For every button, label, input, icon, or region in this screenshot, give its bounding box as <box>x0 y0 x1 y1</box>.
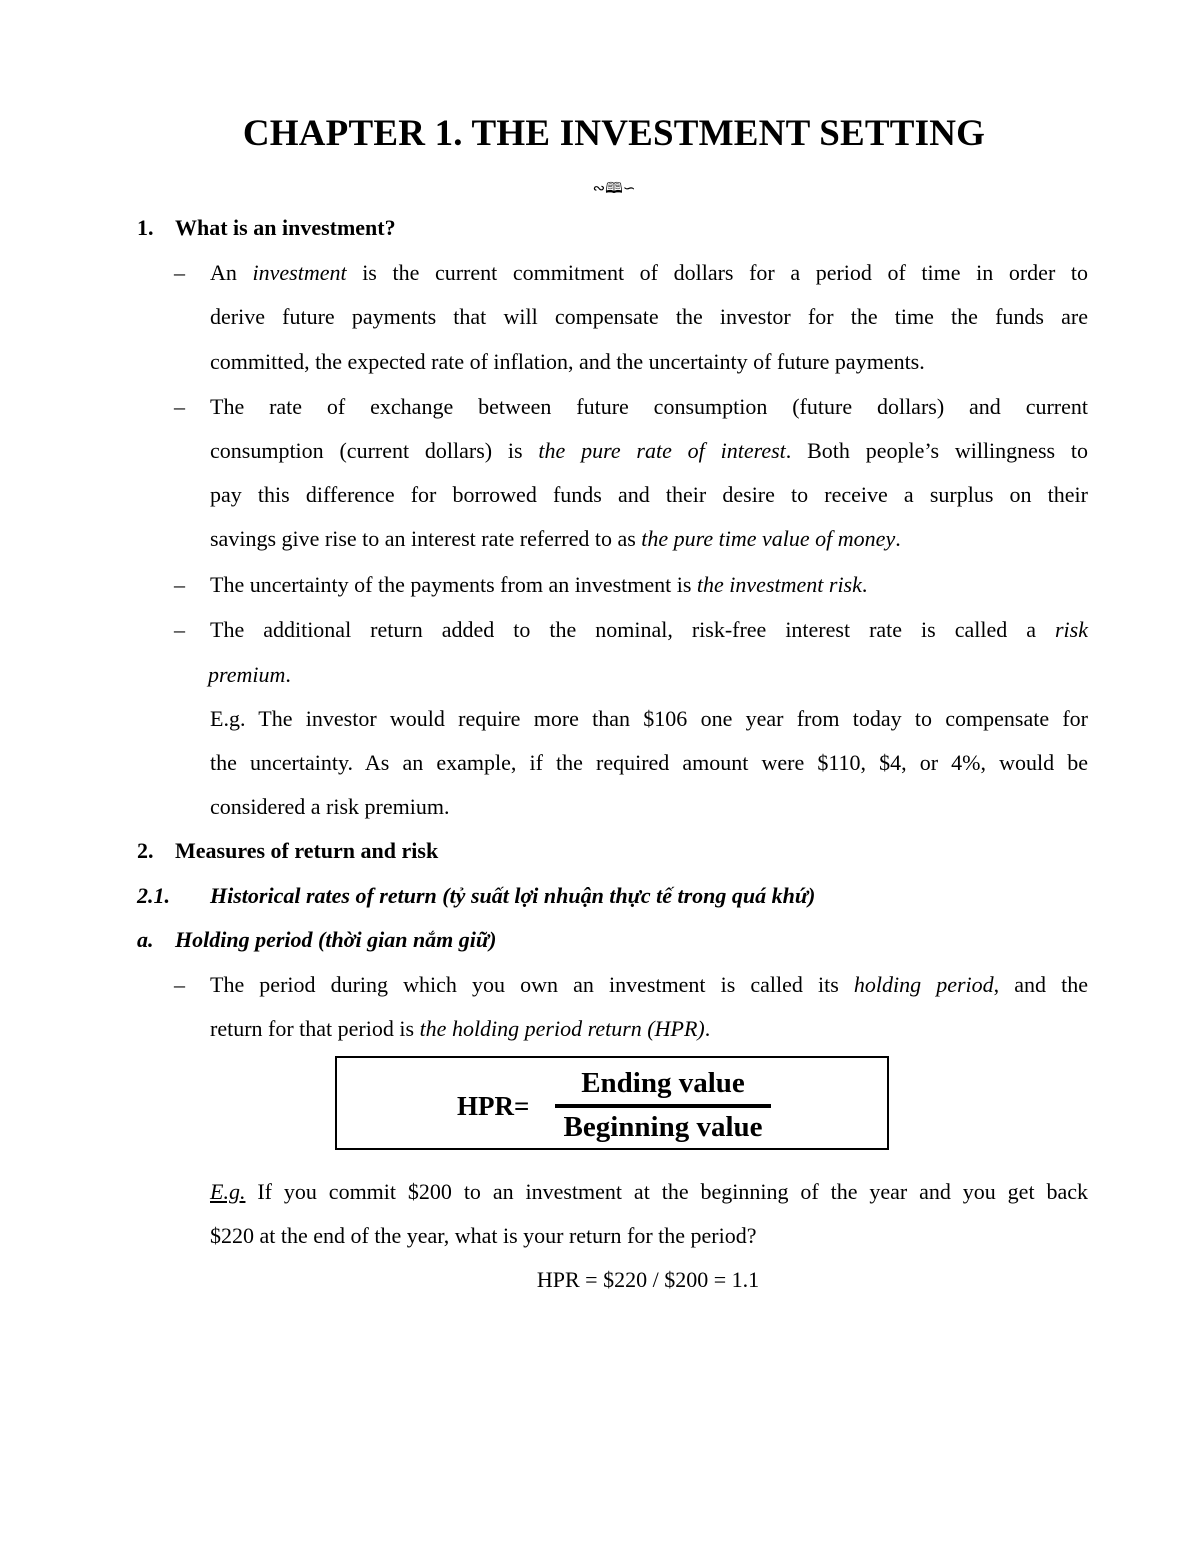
s1-b2-line-1: The rate of exchange between future consumption (future dollars) and current <box>210 394 1088 419</box>
ornament-divider: ∾🕮∽ <box>592 179 636 197</box>
s1-b4-line-1: The additional return added to the nominal, risk-free interest rate is called a risk <box>210 617 1088 642</box>
s1-b2-line-2: consumption (current dollars) is the pure rate of interest. Both people’s willingness to <box>210 438 1088 463</box>
s1-example-line-1: E.g. The investor would require more than $106 one year from today to compensate for <box>210 706 1088 731</box>
hpr-result: HPR = $220 / $200 = 1.1 <box>536 1267 760 1292</box>
item-a-heading: Holding period (thời gian nắm giữ) <box>175 927 497 952</box>
s2-example-line-2: $220 at the end of the year, what is your return for the period? <box>210 1223 757 1248</box>
hpr-label: HPR= <box>457 1091 530 1121</box>
bullet-marker: – <box>174 972 185 997</box>
s1-b2-line-4: savings give rise to an interest rate referred to as the pure time value of money. <box>210 526 901 551</box>
bullet-marker: – <box>174 260 185 285</box>
section-2-number: 2. <box>137 838 154 863</box>
s2-b1-line-1: The period during which you own an investment is called its holding period, and the <box>210 972 1088 997</box>
s1-b1-line-3: committed, the expected rate of inflation, and the uncertainty of future payments. <box>210 349 925 374</box>
hpr-formula-box <box>335 1056 889 1150</box>
section-1-heading: What is an investment? <box>175 215 396 240</box>
bullet-marker: – <box>174 572 185 597</box>
s1-example-line-2: the uncertainty. As an example, if the required amount were $110, $4, or 4%, would be <box>210 750 1088 775</box>
s1-b1-line-1: An investment is the current commitment of dollars for a period of time in order to <box>210 260 1088 285</box>
s1-b2-line-3: pay this difference for borrowed funds and their desire to receive a surplus on their <box>210 482 1088 507</box>
section-2-heading: Measures of return and risk <box>175 838 439 863</box>
s1-b3-line: The uncertainty of the payments from an investment is the investment risk. <box>210 572 868 597</box>
s1-b4-line-2: premium. <box>208 662 291 687</box>
s2-example-line-1: E.g. If you commit $200 to an investment at the beginning of the year and you get back <box>210 1179 1088 1204</box>
fraction-bar <box>555 1104 771 1108</box>
s1-b1-line-2: derive future payments that will compensate the investor for the time the funds are <box>210 304 1088 329</box>
subsection-2-1-heading: Historical rates of return (tỷ suất lợi nhuận thực tế trong quá khứ) <box>210 883 816 908</box>
section-1-number: 1. <box>137 215 154 240</box>
bullet-marker: – <box>174 617 185 642</box>
bullet-marker: – <box>174 394 185 419</box>
chapter-title: CHAPTER 1. THE INVESTMENT SETTING <box>242 113 986 154</box>
formula-numerator: Ending value <box>581 1067 745 1099</box>
item-a-letter: a. <box>137 927 154 952</box>
s1-example-line-3: considered a risk premium. <box>210 794 450 819</box>
subsection-2-1-number: 2.1. <box>137 883 170 908</box>
s2-b1-line-2: return for that period is the holding period return (HPR). <box>210 1016 711 1041</box>
formula-denominator: Beginning value <box>563 1111 763 1143</box>
